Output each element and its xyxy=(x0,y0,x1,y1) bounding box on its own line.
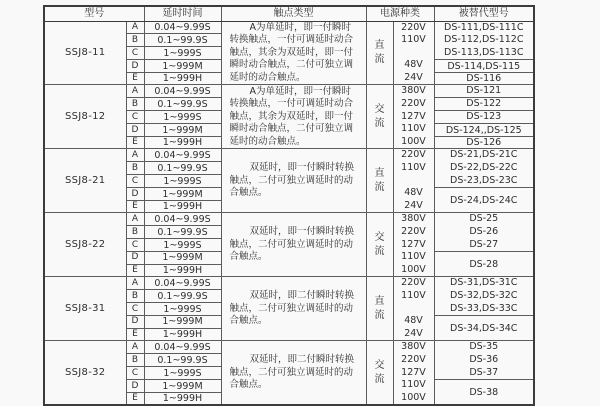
replaced-value: DS-33,DS-33C xyxy=(450,302,518,314)
delay-value-cell: 1~999S xyxy=(144,303,221,316)
voltage-value: 127V xyxy=(401,366,426,378)
model-cell: SSJ8-31 xyxy=(44,277,126,341)
delay-value-cell: 1~999S xyxy=(144,175,221,188)
voltage-value: 110V xyxy=(401,162,426,174)
delay-grade-cell: B xyxy=(126,34,144,47)
delay-value-cell: 1~999S xyxy=(144,367,221,380)
contact-type-text: 双延时，即二付瞬时转换触点，二付可独立调延时的动合触点。 xyxy=(229,354,355,391)
header-replaced-model: 被替代型号 xyxy=(434,6,534,21)
voltage-value xyxy=(394,303,434,316)
voltage-value: 220V xyxy=(401,98,426,110)
power-kind-cell xyxy=(366,341,393,405)
contact-type-cell xyxy=(221,213,366,277)
delay-value-cell: 1~999S xyxy=(144,47,221,60)
spec-table xyxy=(43,5,535,406)
voltage-value: 127V xyxy=(401,238,426,250)
replaced-value: DS-31,DS-31C xyxy=(450,277,518,289)
delay-value-cell: 0.04~9.99S xyxy=(144,277,221,290)
spec-table-body xyxy=(44,21,534,405)
power-kind-char: 交 xyxy=(374,103,385,115)
replaced-models-cell: DS-124,,DS-125 xyxy=(434,124,534,137)
replaced-models-cell: DS-126 xyxy=(434,136,534,149)
power-kind-char: 直 xyxy=(374,167,385,179)
replaced-value: DS-111,DS-111C xyxy=(444,21,524,33)
voltage-value: 48V xyxy=(404,59,423,71)
replaced-models-cell: DS-114,DS-115 xyxy=(434,60,534,73)
voltage-value: 110V xyxy=(401,123,426,135)
delay-grade-cell: C xyxy=(126,303,144,316)
voltage-value: 110V xyxy=(401,289,426,301)
delay-value-cell: 1~999M xyxy=(144,60,221,73)
replaced-value: DS-35 xyxy=(469,341,499,353)
delay-grade-cell: E xyxy=(126,136,144,149)
power-kind-cell xyxy=(366,149,393,213)
delay-value-cell: 1~999M xyxy=(144,124,221,137)
contact-type-cell xyxy=(221,341,366,405)
spec-sheet xyxy=(43,5,535,406)
power-kind-char: 直 xyxy=(374,295,385,307)
voltage-value: 100V xyxy=(401,263,426,275)
delay-value-cell: 0.04~9.99S xyxy=(144,341,221,354)
model-cell: SSJ8-12 xyxy=(44,85,126,149)
replaced-models-cell xyxy=(434,341,534,380)
delay-value-cell: 0.1~99.9S xyxy=(144,34,221,47)
replaced-models-cell: DS-28 xyxy=(434,252,534,277)
delay-value-cell: 0.04~9.99S xyxy=(144,21,221,34)
delay-value-cell: 1~999H xyxy=(144,328,221,341)
delay-grade-cell: E xyxy=(126,393,144,406)
replaced-models-cell: DS-34,DS-34C xyxy=(434,316,534,341)
replaced-models-cell: DS-38 xyxy=(434,380,534,406)
replaced-models-cell xyxy=(434,149,534,188)
voltage-value: 380V xyxy=(401,341,426,353)
delay-value-cell: 1~999H xyxy=(144,200,221,213)
power-kind-char: 流 xyxy=(374,53,385,65)
delay-grade-cell: A xyxy=(126,341,144,354)
voltage-value: 48V xyxy=(404,187,423,199)
replaced-models-cell xyxy=(434,85,534,124)
contact-type-text: A为单延时，即一付瞬时转换触点，一付可调延时动合触点，其余为双延时，即一付瞬时动合触点，二付可独立调延时的动合触点。 xyxy=(229,21,354,83)
delay-value-cell: 0.1~99.9S xyxy=(144,98,221,111)
model-cell: SSJ8-22 xyxy=(44,213,126,277)
voltage-value: 127V xyxy=(401,110,426,122)
power-kind-char: 流 xyxy=(374,373,385,385)
delay-value-cell: 0.1~99.9S xyxy=(144,162,221,175)
power-kind-cell xyxy=(366,85,393,149)
delay-value-cell: 1~999M xyxy=(144,380,221,393)
replaced-value: DS-123 xyxy=(466,110,502,122)
voltage-cell xyxy=(393,149,434,213)
voltage-value: 110V xyxy=(401,251,426,263)
delay-value-cell: 0.1~99.9S xyxy=(144,354,221,367)
delay-grade-cell: A xyxy=(126,85,144,98)
voltage-value: 220V xyxy=(401,353,426,365)
table-row xyxy=(44,85,534,98)
delay-value-cell: 1~999H xyxy=(144,393,221,406)
delay-grade-cell: D xyxy=(126,60,144,73)
contact-type-cell xyxy=(221,277,366,341)
header-power-kind: 电源种类 xyxy=(366,6,434,21)
replaced-models-cell xyxy=(434,21,534,60)
voltage-value: 100V xyxy=(401,391,426,403)
replaced-value: DS-36 xyxy=(469,353,499,365)
delay-grade-cell: C xyxy=(126,47,144,60)
contact-type-cell xyxy=(221,21,366,85)
replaced-models-cell xyxy=(434,213,534,252)
delay-value-cell: 1~999S xyxy=(144,239,221,252)
delay-value-cell: 0.04~9.99S xyxy=(144,149,221,162)
replaced-value: DS-32,DS-32C xyxy=(450,289,518,301)
voltage-value: 48V xyxy=(404,315,423,327)
delay-value-cell: 1~999H xyxy=(144,72,221,85)
power-kind-char: 交 xyxy=(374,231,385,243)
table-row xyxy=(44,149,534,162)
delay-value-cell: 0.1~99.9S xyxy=(144,226,221,239)
delay-grade-cell: B xyxy=(126,226,144,239)
delay-value-cell: 0.1~99.9S xyxy=(144,290,221,303)
delay-value-cell: 1~999H xyxy=(144,264,221,277)
header-delay-time: 延时时间 xyxy=(144,6,221,21)
voltage-value xyxy=(394,47,434,60)
replaced-value: DS-27 xyxy=(469,238,499,250)
delay-grade-cell: C xyxy=(126,175,144,188)
replaced-value: DS-22,DS-22C xyxy=(450,162,518,174)
delay-grade-cell: E xyxy=(126,72,144,85)
delay-grade-cell: A xyxy=(126,149,144,162)
delay-grade-cell: D xyxy=(126,188,144,201)
power-kind-cell xyxy=(366,213,393,277)
delay-value-cell: 0.04~9.99S xyxy=(144,213,221,226)
voltage-value: 220V xyxy=(401,21,426,33)
voltage-value: 110V xyxy=(401,379,426,391)
replaced-value: DS-121 xyxy=(435,85,534,98)
voltage-value: 24V xyxy=(404,199,423,211)
voltage-cell xyxy=(393,341,434,405)
header-row xyxy=(44,6,534,21)
model-cell: SSJ8-11 xyxy=(44,21,126,85)
model-cell: SSJ8-32 xyxy=(44,341,126,405)
replaced-value: DS-23,DS-23C xyxy=(450,174,518,186)
power-kind-char: 流 xyxy=(374,245,385,257)
delay-grade-cell: E xyxy=(126,328,144,341)
voltage-value: 380V xyxy=(401,85,426,97)
delay-grade-cell: B xyxy=(126,290,144,303)
power-kind-char: 流 xyxy=(374,117,385,129)
replaced-value: DS-21,DS-21C xyxy=(450,149,518,161)
delay-grade-cell: C xyxy=(126,111,144,124)
replaced-value: DS-122 xyxy=(435,98,534,111)
delay-grade-cell: D xyxy=(126,124,144,137)
delay-value-cell: 1~999M xyxy=(144,316,221,329)
voltage-cell xyxy=(393,21,434,85)
replaced-models-cell: DS-24,DS-24C xyxy=(434,188,534,213)
delay-grade-cell: D xyxy=(126,316,144,329)
voltage-value: 380V xyxy=(401,213,426,225)
voltage-value xyxy=(394,175,434,188)
voltage-cell xyxy=(393,85,434,149)
replaced-models-cell xyxy=(434,277,534,316)
power-kind-char: 流 xyxy=(374,181,385,193)
delay-grade-cell: B xyxy=(126,98,144,111)
contact-type-text: A为单延时，即一付瞬时转换触点，一付可调延时动合触点，其余为双延时，即一付瞬时动合触点，二付可独立调延时的动合触点。 xyxy=(229,85,354,147)
voltage-value: 220V xyxy=(401,226,426,237)
header-model: 型号 xyxy=(44,6,144,21)
voltage-value: 220V xyxy=(401,149,426,161)
replaced-models-cell: DS-116 xyxy=(434,72,534,85)
table-row xyxy=(44,277,534,290)
delay-grade-cell: A xyxy=(126,277,144,290)
power-kind-char: 交 xyxy=(374,359,385,371)
voltage-cell xyxy=(393,277,434,341)
voltage-cell xyxy=(393,213,434,277)
delay-grade-cell: C xyxy=(126,239,144,252)
delay-grade-cell: C xyxy=(126,367,144,380)
delay-grade-cell: A xyxy=(126,213,144,226)
table-row xyxy=(44,21,534,34)
replaced-value: DS-112,DS-112C xyxy=(444,34,524,46)
replaced-value: DS-113,DS-113C xyxy=(444,46,524,58)
replaced-value: DS-37 xyxy=(469,366,499,378)
delay-value-cell: 1~999M xyxy=(144,188,221,201)
delay-grade-cell: B xyxy=(126,162,144,175)
delay-value-cell: 0.04~9.99S xyxy=(144,85,221,98)
power-kind-cell xyxy=(366,277,393,341)
replaced-value: DS-25 xyxy=(469,213,499,225)
table-row xyxy=(44,213,534,226)
delay-grade-cell: D xyxy=(126,380,144,393)
contact-type-text: 双延时，即二付瞬时转换触点，二付可独立调延时的动合触点。 xyxy=(229,290,355,327)
model-cell: SSJ8-21 xyxy=(44,149,126,213)
power-kind-cell xyxy=(366,21,393,85)
delay-value-cell: 1~999S xyxy=(144,111,221,124)
contact-type-cell xyxy=(221,149,366,213)
delay-value-cell: 1~999H xyxy=(144,136,221,149)
contact-type-text: 双延时，即一付瞬时转换触点，二付可独立调延时的动合触点。 xyxy=(229,226,355,263)
contact-type-text: 双延时，即一付瞬时转换触点，二付可独立调延时的动合触点。 xyxy=(229,162,355,199)
header-contact-type: 触点类型 xyxy=(221,6,366,21)
replaced-value: DS-26 xyxy=(469,226,499,237)
voltage-value: 24V xyxy=(404,327,423,339)
delay-grade-cell: A xyxy=(126,21,144,34)
delay-grade-cell: D xyxy=(126,252,144,265)
table-row xyxy=(44,341,534,354)
contact-type-cell xyxy=(221,85,366,149)
delay-value-cell: 1~999M xyxy=(144,252,221,265)
voltage-value: 110V xyxy=(401,34,426,46)
voltage-value: 100V xyxy=(401,135,426,147)
voltage-value: 220V xyxy=(401,277,426,289)
power-kind-char: 流 xyxy=(374,309,385,321)
delay-grade-cell: B xyxy=(126,354,144,367)
voltage-value: 24V xyxy=(404,71,423,83)
power-kind-char: 直 xyxy=(374,39,385,51)
delay-grade-cell: E xyxy=(126,264,144,277)
delay-grade-cell: E xyxy=(126,200,144,213)
